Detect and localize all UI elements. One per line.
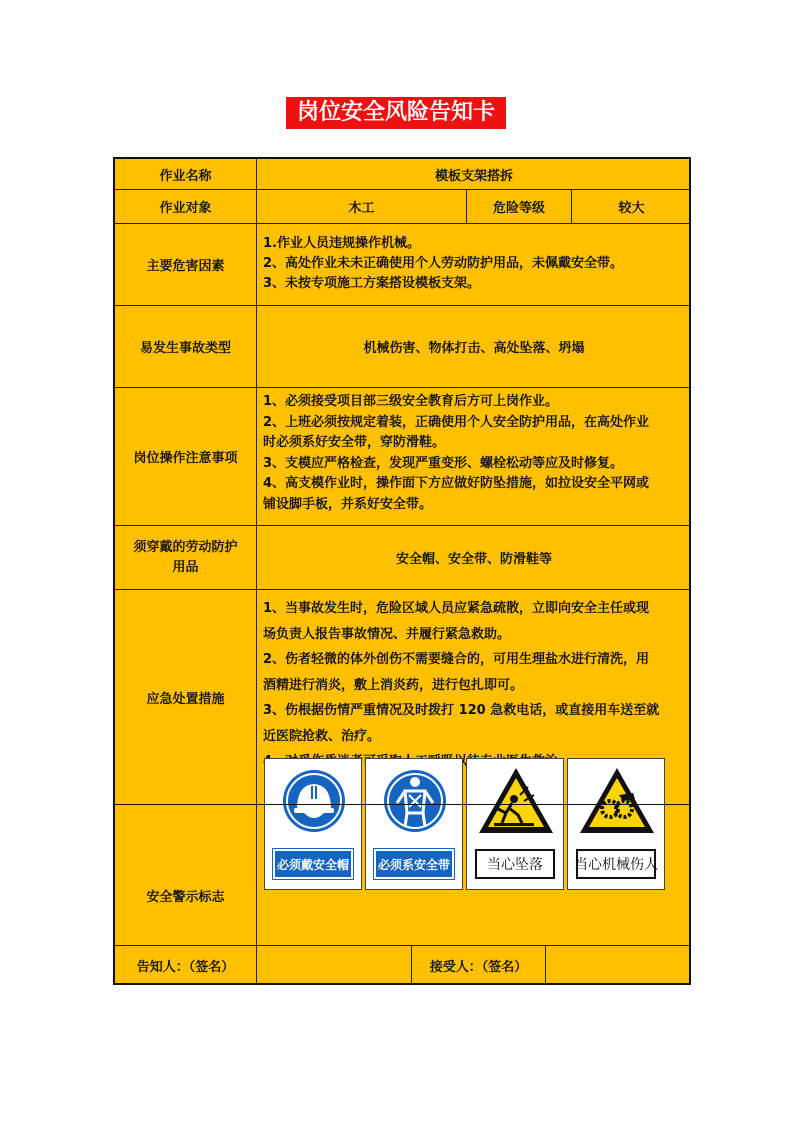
- accident-types-value: 机械伤害、物体打击、高处坠落、坍塌: [363, 341, 585, 356]
- hazard-line: 2、高处作业未未正确使用个人劳动防护用品，未佩戴安全带。: [263, 256, 624, 271]
- sign-label: 当心机械伤人: [576, 849, 656, 879]
- precaution-line: 铺设脚手板，并系好安全带。: [263, 496, 433, 512]
- job-object-label: 作业对象: [159, 201, 212, 216]
- emergency-list: [263, 596, 688, 775]
- risk-level-value: 较大: [618, 201, 645, 216]
- receiver-signature-label: 接受人：（签名）: [429, 960, 528, 975]
- page-title: 岗位安全风险告知卡: [286, 97, 506, 129]
- machinery-injury-warning-icon: [577, 765, 657, 841]
- risk-level-label: 危险等级: [492, 201, 545, 216]
- emergency-line: 酒精进行消炎，敷上消炎药，进行包扎即可。: [263, 677, 524, 693]
- emergency-line: 近医院抢救、治疗。: [263, 728, 381, 744]
- precaution-line: 4、高支模作业时，操作面下方应做好防坠措施，如拉设安全平网或: [263, 476, 650, 491]
- warning-signs-label: 安全警示标志: [146, 889, 225, 905]
- job-object-value: 木工: [348, 201, 375, 216]
- precaution-line: 时必须系好安全带，穿防滑鞋。: [263, 435, 446, 450]
- ppe-label-line: 用品: [172, 559, 199, 575]
- emergency-line: 2、伤者轻微的体外创伤不需要缝合的，可用生理盐水进行清洗，用: [263, 652, 650, 667]
- falling-warning-icon: [476, 765, 556, 841]
- emergency-line: 3、伤根据伤情严重情况及时拨打 120 急救电话，或直接用车送至就: [263, 703, 660, 718]
- precaution-line: 1、必须接受项目部三级安全教育后方可上岗作业。: [263, 394, 559, 409]
- job-name-value: 模板支架搭拆: [434, 168, 513, 184]
- emergency-line: 场负责人报告事故情况、并履行紧急救助。: [263, 626, 511, 642]
- hazard-line: 3、未按专项施工方案搭设模板支架。: [263, 276, 481, 291]
- precautions-label: 岗位操作注意事项: [133, 451, 238, 466]
- sign-label: 必须系安全带: [374, 849, 454, 879]
- hazards-label: 主要危害因素: [146, 259, 225, 274]
- hazard-line: 1.作业人员违规操作机械。: [263, 236, 420, 251]
- ppe-label: [115, 526, 256, 589]
- precaution-line: 2、上班必须按规定着装，正确使用个人安全防护用品，在高处作业: [263, 414, 650, 430]
- notifier-signature-field[interactable]: [257, 946, 411, 985]
- table-rule-overlay: [113, 804, 691, 805]
- notifier-signature-label: 告知人：（签名）: [136, 960, 235, 975]
- job-name-label: 作业名称: [159, 168, 212, 184]
- ppe-label-line: 须穿戴的劳动防护: [133, 539, 238, 555]
- safety-harness-icon: [383, 769, 447, 837]
- precaution-line: 3、支模应严格检查，发现严重变形、螺栓松动等应及时修复。: [263, 455, 624, 471]
- ppe-value: 安全帽、安全带、防滑鞋等: [395, 552, 552, 567]
- sign-caution-machinery: [567, 758, 665, 890]
- sign-label: 必须戴安全帽: [273, 849, 353, 879]
- hazards-list: [263, 234, 688, 294]
- sign-caution-falling: [466, 758, 564, 890]
- sign-must-wear-helmet: [264, 758, 362, 890]
- helmet-icon: [282, 769, 346, 837]
- emergency-label: 应急处置措施: [146, 691, 225, 707]
- sign-must-wear-harness: [365, 758, 463, 890]
- receiver-signature-field[interactable]: [546, 946, 691, 985]
- precautions-list: [263, 392, 688, 515]
- sign-label: 当心坠落: [475, 849, 555, 879]
- accident-types-label: 易发生事故类型: [139, 341, 231, 356]
- emergency-line: 1、当事故发生时，危险区域人员应紧急疏散，立即向安全主任或现: [263, 601, 650, 616]
